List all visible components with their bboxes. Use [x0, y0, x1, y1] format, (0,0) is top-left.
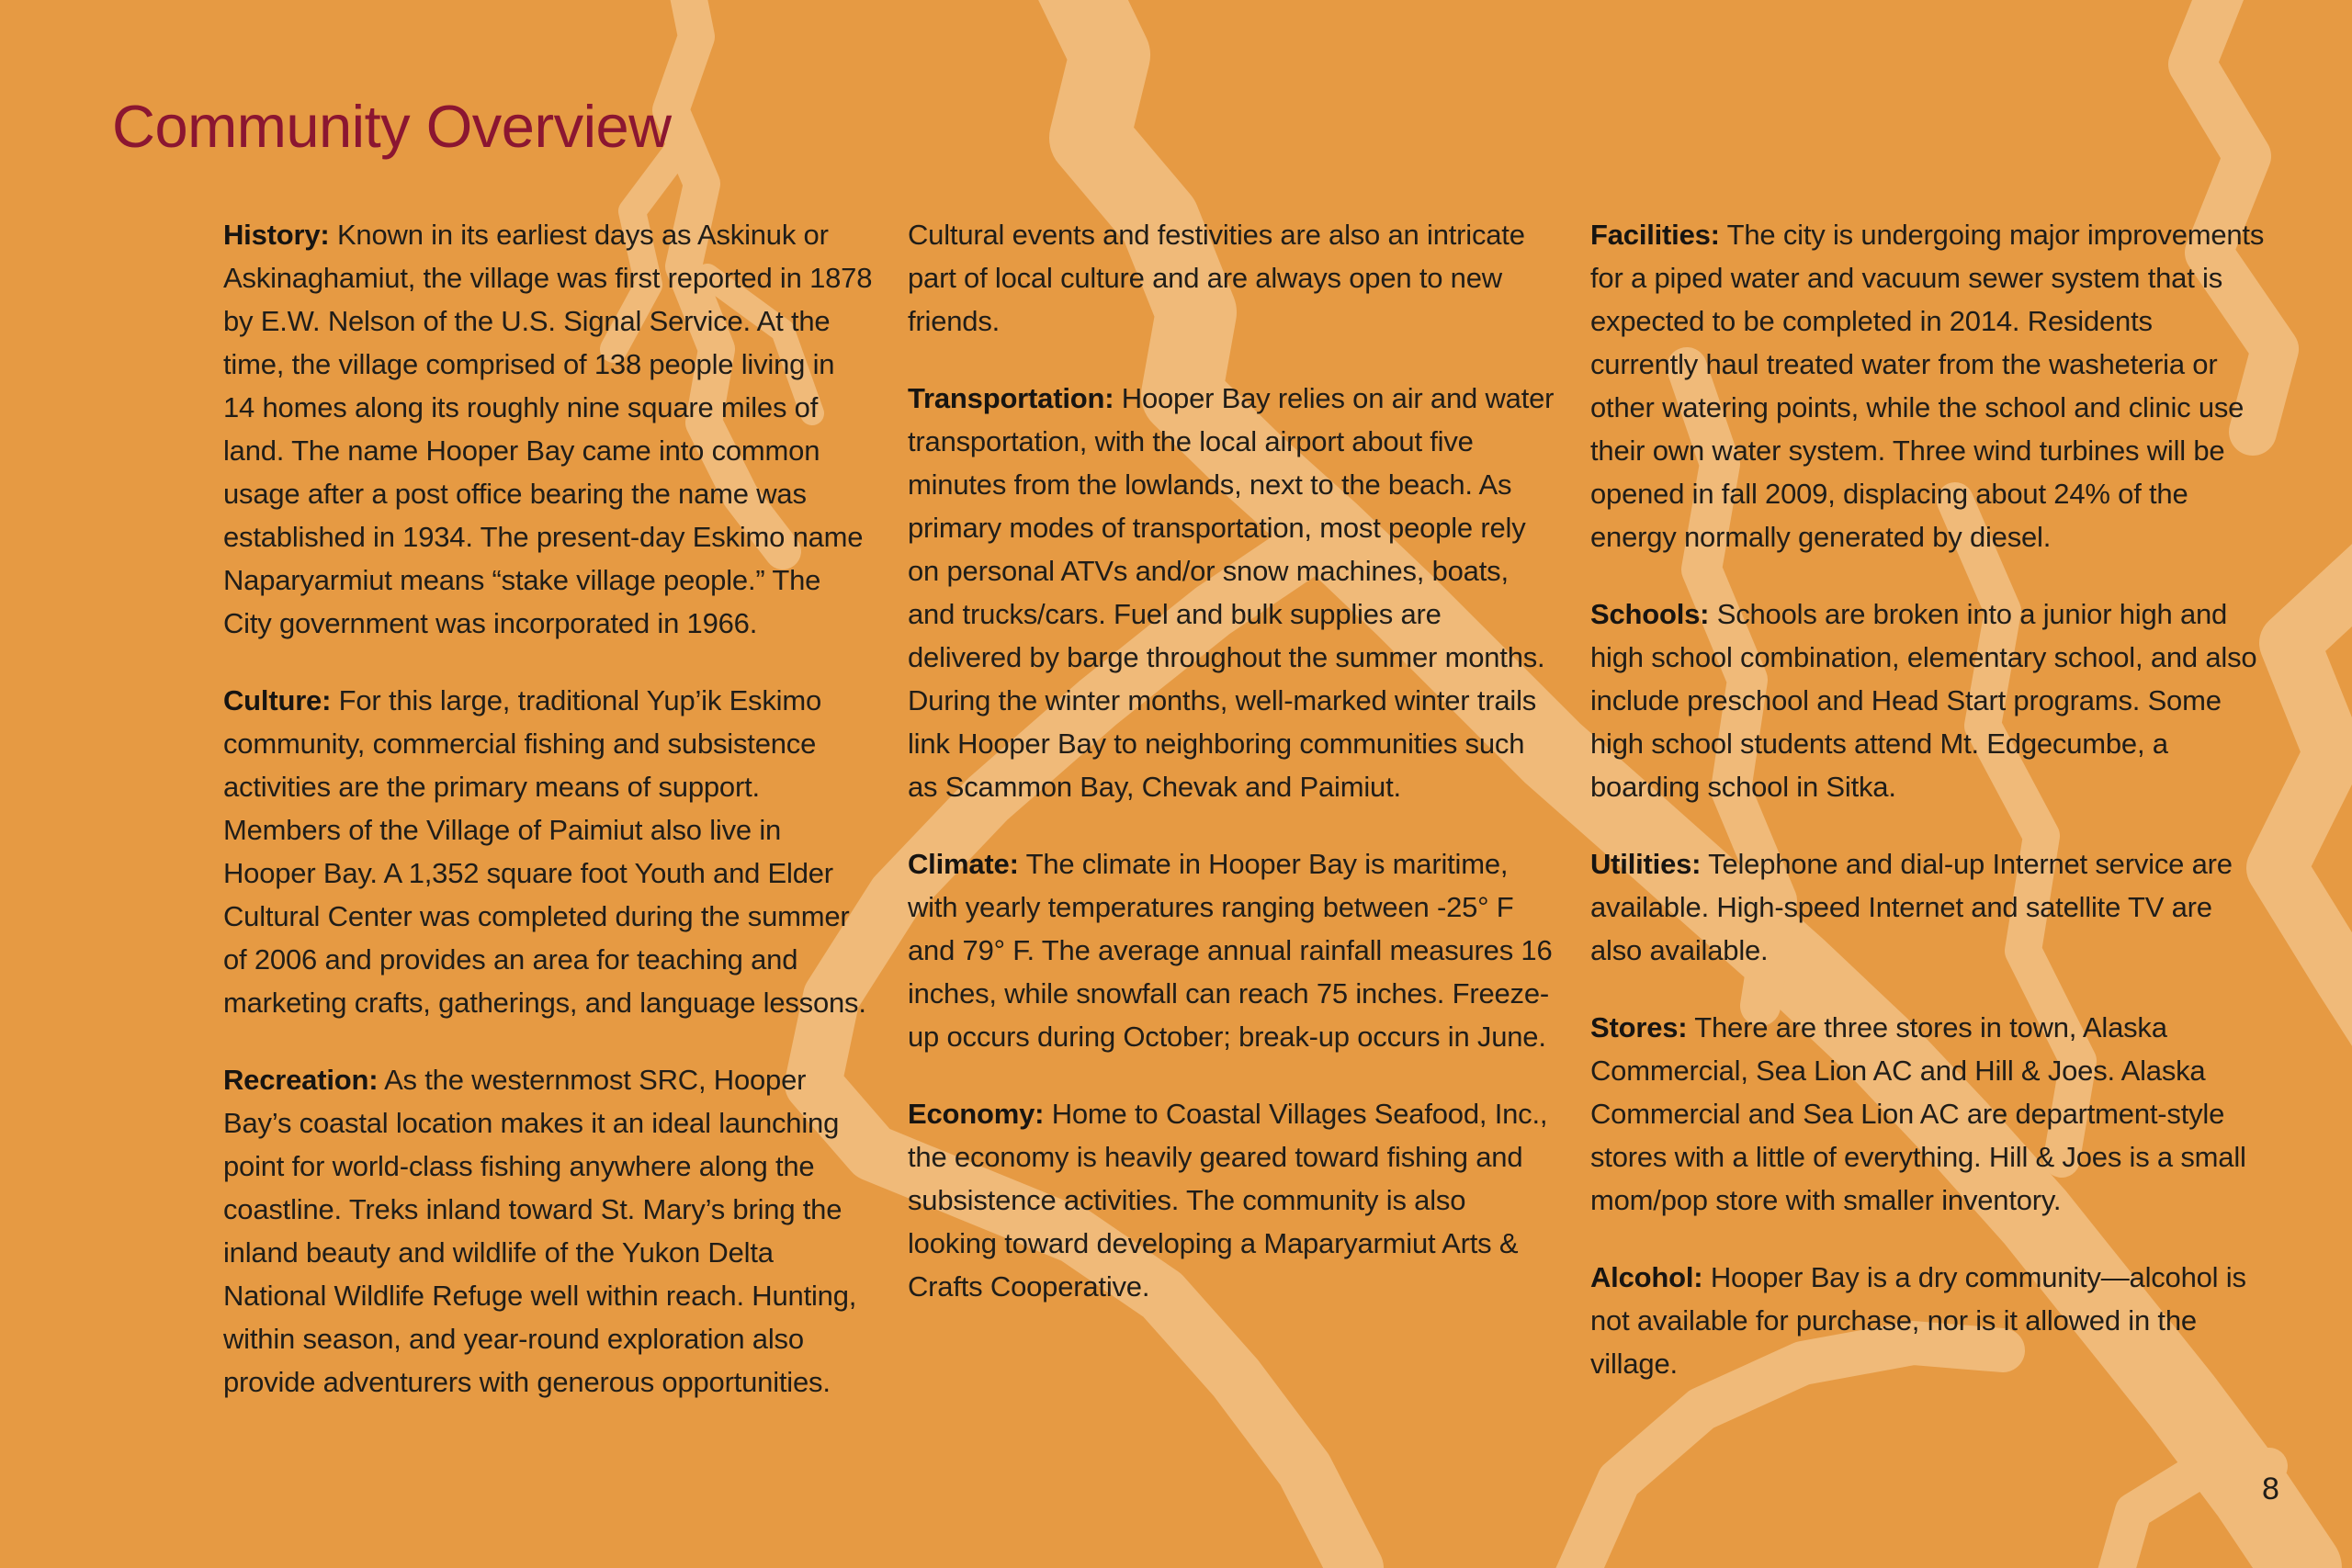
paragraph-alcohol-text: Hooper Bay is a dry community—alcohol is not available for purchase, nor is it allowed in the village.	[1590, 1261, 2246, 1380]
paragraph-climate-lead: Climate:	[908, 848, 1019, 880]
paragraph-history-text: Known in its earliest days as Askinuk or Askinaghamiut, the village was first reported in 1878 by E.W. Nelson of the U.S. Signal Service. At the time, the village comprised of 138 people living in 14 homes along its roughly nine square miles of land. The name Hooper Bay came into common usage after a post office bearing the name was established in 1934. The present-day Eskimo name Naparyarmiut means “stake village people.” The City government was incorporated in 1966.	[223, 219, 873, 639]
paragraph-cultural-events-text: Cultural events and festivities are also an intricate part of local culture and are always open to new friends.	[908, 219, 1525, 337]
page-number: 8	[2262, 1472, 2279, 1506]
paragraph-schools	[1590, 592, 2267, 808]
paragraph-economy-text: Home to Coastal Villages Seafood, Inc., the economy is heavily geared toward fishing and subsistence activities. The community is also looking toward developing a Maparyarmiut Arts & Crafts Cooperative.	[908, 1098, 1548, 1303]
paragraph-facilities-text: The city is undergoing major improvements for a piped water and vacuum sewer system that is expected to be completed in 2014. Residents currently haul treated water from the washeteria or other watering points, while the school and clinic use their own water system. Three wind turbines will be opened in fall 2009, displacing about 24% of the energy normally generated by diesel.	[1590, 219, 2265, 553]
page-title: Community Overview	[112, 93, 672, 160]
paragraph-transportation-lead: Transportation:	[908, 382, 1114, 414]
paragraph-alcohol	[1590, 1256, 2267, 1385]
paragraph-cultural-events	[908, 213, 1555, 343]
column-3	[1590, 213, 2267, 1438]
column-2	[908, 213, 1555, 1438]
paragraph-history	[223, 213, 873, 645]
paragraph-schools-lead: Schools:	[1590, 598, 1710, 630]
paragraph-facilities-lead: Facilities:	[1590, 219, 1720, 251]
paragraph-culture	[223, 679, 873, 1024]
paragraph-utilities	[1590, 842, 2267, 972]
paragraph-transportation	[908, 377, 1555, 808]
content-columns	[223, 213, 2267, 1438]
paragraph-economy	[908, 1092, 1555, 1308]
paragraph-stores	[1590, 1006, 2267, 1222]
paragraph-culture-text: For this large, traditional Yup’ik Eskimo community, commercial fishing and subsistence activities are the primary means of support. Members of the Village of Paimiut also live in Hooper Bay. A 1,352 square foot Youth and Elder Cultural Center was completed during the summer of 2006 and provides an area for teaching and marketing crafts, gatherings, and language lessons.	[223, 684, 866, 1019]
paragraph-transportation-text: Hooper Bay relies on air and water transportation, with the local airport about five minutes from the lowlands, next to the beach. As primary modes of transportation, most people rely on personal ATVs and/or snow machines, boats, and trucks/cars. Fuel and bulk supplies are delivered by barge throughout the summer months. During the winter months, well-marked winter trails link Hooper Bay to neighboring communities such as Scammon Bay, Chevak and Paimiut.	[908, 382, 1555, 803]
paragraph-alcohol-lead: Alcohol:	[1590, 1261, 1703, 1293]
paragraph-stores-lead: Stores:	[1590, 1011, 1688, 1043]
paragraph-utilities-text: Telephone and dial-up Internet service are available. High-speed Internet and satellite TV are also available.	[1590, 848, 2233, 966]
paragraph-culture-lead: Culture:	[223, 684, 332, 716]
paragraph-stores-text: There are three stores in town, Alaska Commercial, Sea Lion AC and Hill & Joes. Alaska Commercial and Sea Lion AC are department-style stores with a little of everything. Hill & Joes is a small mom/pop store with smaller inventory.	[1590, 1011, 2246, 1216]
paragraph-facilities	[1590, 213, 2267, 558]
paragraph-economy-lead: Economy:	[908, 1098, 1045, 1130]
paragraph-climate	[908, 842, 1555, 1058]
paragraph-utilities-lead: Utilities:	[1590, 848, 1702, 880]
paragraph-recreation-lead: Recreation:	[223, 1064, 379, 1096]
paragraph-climate-text: The climate in Hooper Bay is maritime, with yearly temperatures ranging between -25° F and 79° F. The average annual rainfall measures 16 inches, while snowfall can reach 75 inches. Freeze-up occurs during October; break-up occurs in June.	[908, 848, 1553, 1053]
paragraph-schools-text: Schools are broken into a junior high and high school combination, elementary school, and also include preschool and Head Start programs. Some high school students attend Mt. Edgecumbe, a boarding school in Sitka.	[1590, 598, 2257, 803]
paragraph-recreation	[223, 1058, 873, 1404]
column-1	[223, 213, 873, 1438]
paragraph-history-lead: History:	[223, 219, 330, 251]
paragraph-recreation-text: As the westernmost SRC, Hooper Bay’s coastal location makes it an ideal launching point for world-class fishing anywhere along the coastline. Treks inland toward St. Mary’s bring the inland beauty and wildlife of the Yukon Delta National Wildlife Refuge well within reach. Hunting, within season, and year-round exploration also provide adventurers with generous opportunities.	[223, 1064, 857, 1398]
